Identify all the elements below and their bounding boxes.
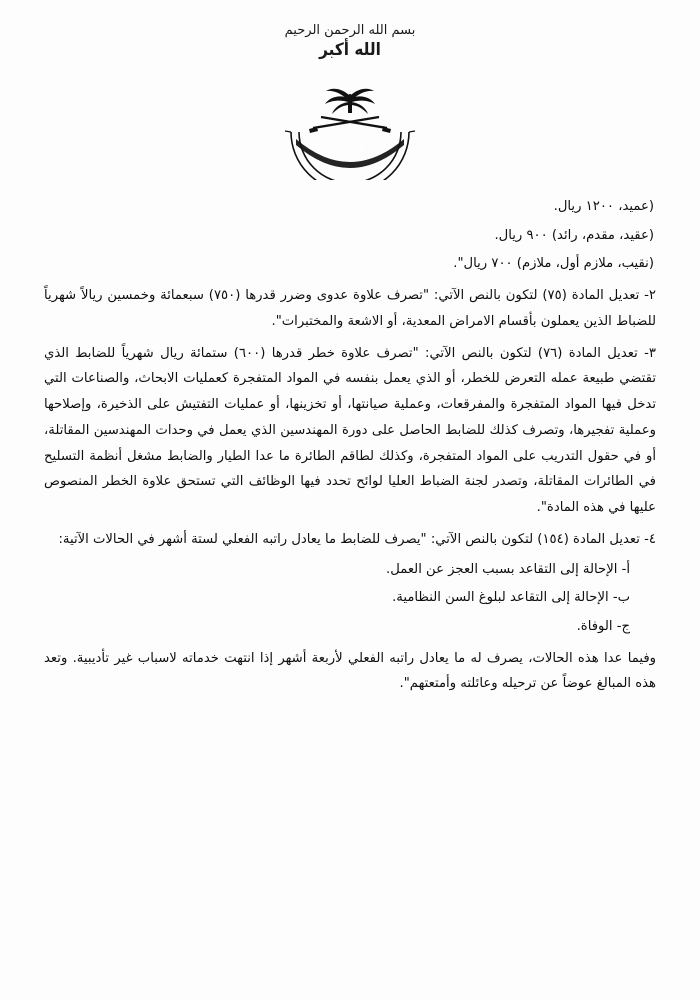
basmala-text: بسم الله الرحمن الرحيم — [284, 23, 416, 38]
basmala-ornament: الله أكبر — [319, 40, 381, 61]
basmala-block — [44, 24, 656, 78]
article-item-4: ٤- تعديل المادة (١٥٤) لتكون بالنص الآتي: "يصرف للضابط ما يعادل راتبه الفعلي لستة أشهر في الحالات الآتية: — [58, 531, 656, 547]
case-item-a: أ- الإحالة إلى التقاعد بسبب العجز عن العمل. — [386, 561, 630, 577]
document-body — [44, 194, 656, 697]
case-item-b: ب- الإحالة إلى التقاعد لبلوغ السن النظامية. — [392, 590, 630, 606]
case-item-c: ج- الوفاة. — [576, 619, 630, 635]
rank-line-2: (نقيب، ملازم أول، ملازم) ٧٠٠ ريال". — [453, 256, 654, 272]
rank-line-1: (عقيد، مقدم، رائد) ٩٠٠ ريال. — [494, 227, 654, 243]
article-item-3: ٣- تعديل المادة (٧٦) لتكون بالنص الآتي: "تصرف علاوة خطر قدرها (٦٠٠) ستمائة ريال شهرياً للضابط الذي تقتضي طبيعة عمله التعرض للخطر، أو الذي يعمل بنفسه في المواد المتفجرة كعمليات الابحاث، والصناعات التي تدخل فيها المواد المتفجرة والمفرقعات، وعملية صيانتها، أو تخزينها، أو عمليات التفتيش على الذخيرة، وإصلاحها وعملية تفجيرها، وتصرف كذلك للضابط الحاصل على دورة المهندسين الذي يعمل في وحدات المهندسين المقاتلة، أو في حقول التدريب على المواد المتفجرة، وكذلك لطاقم الطائرة ما عدا الطيار والضابط مشغل أنظمة التسليح في الطائرات المقاتلة، وتصدر لجنة الضباط العليا لوائح تحدد فيها الوظائف التي تستحق علاوة الخطر المنصوص عليها في هذه المادة". — [44, 345, 657, 516]
saudi-emblem-icon — [255, 84, 445, 180]
closing-paragraph: وفيما عدا هذه الحالات، يصرف له ما يعادل راتبه الفعلي لأربعة أشهر إذا انتهت خدماته لاسباب غير تأديبية. وتعد هذه المبالغ عوضاً عن ترحيله وعائلته وأمتعتهم". — [44, 650, 656, 692]
svg-text:المملكة: المملكة — [335, 143, 365, 153]
rank-line-0: (عميد، ١٢٠٠ ريال. — [553, 199, 654, 214]
emblem-block — [44, 84, 656, 180]
article-item-2: ٢- تعديل المادة (٧٥) لتكون بالنص الآتي: "تصرف علاوة عدوى وضرر قدرها (٧٥٠) سبعمائة وخمسين ريالاً شهرياً للضباط الذين يعملون بأقسام الامراض المعدية، أو الاشعة والمختبرات". — [44, 288, 656, 329]
